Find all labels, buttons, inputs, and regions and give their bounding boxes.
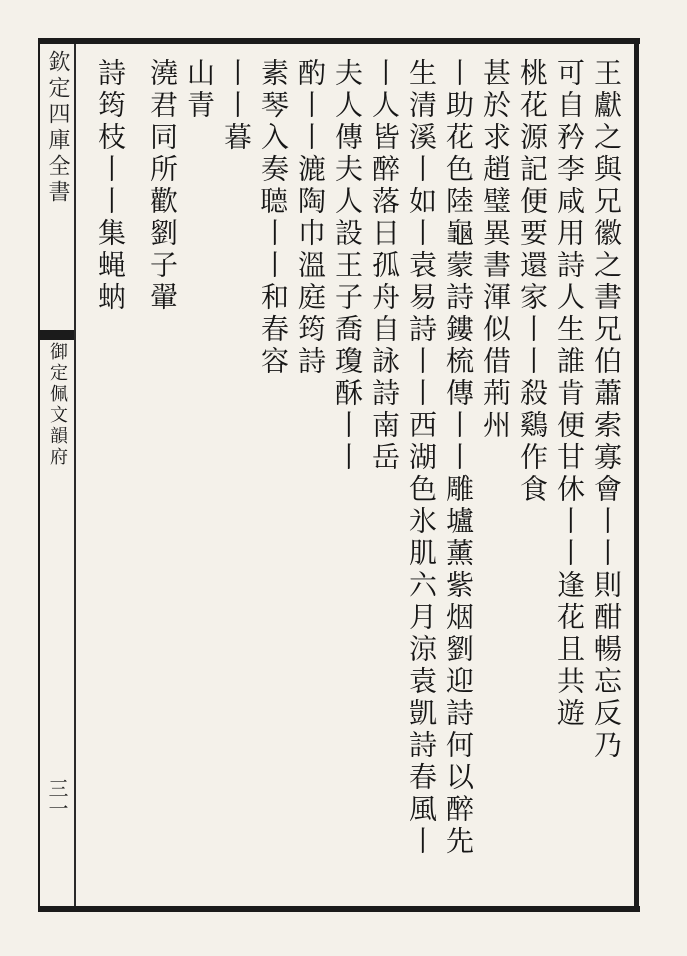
margin-strip: [40, 44, 76, 906]
page-number: 三一: [45, 778, 69, 818]
text-column-11: 丨丨暮: [220, 58, 253, 154]
text-column-12: 山青: [183, 58, 216, 122]
text-column-7: 丨人皆醉落日孤舟自詠詩南岳: [368, 58, 401, 474]
text-column-10: 素琴入奏𦗟丨丨和春容: [257, 58, 290, 378]
text-column-14: 詩筠枝丨丨集蝇蚋: [94, 58, 127, 314]
text-column-6: 生清溪丨如丨袁易詩丨丨西湖色氷肌六月涼袁凱詩春風丨: [405, 58, 438, 858]
text-column-13: 澆君同所歡劉子翬: [146, 58, 179, 314]
text-column-1: 王獻之與兄徽之書兄伯蕭索寡會丨丨則酣暢忘反乃: [590, 58, 623, 762]
text-column-5: 丨助花色陸龜蒙詩鏤梳傳丨丨雕壚薰紫烟劉迎詩何以醉先: [442, 58, 475, 858]
text-column-4: 甚於求趙璧異書渾似借荊州: [479, 58, 512, 442]
margin-header: 欽定四庫全書: [45, 50, 70, 206]
frame-top-border: [40, 38, 640, 44]
fish-tail-mark: [40, 330, 74, 340]
text-column-3: 桃花源記便要還家丨丨殺鷄作食: [516, 58, 549, 506]
margin-book-title: 御定佩文韻府: [47, 342, 68, 468]
frame-right-border: [634, 38, 639, 912]
text-column-8: 夫人傳夫人設王子喬瓊酥丨丨: [331, 58, 364, 474]
text-column-2: 可自矜李咸用詩人生誰肯便甘休丨丨逢花且共遊: [553, 58, 586, 730]
text-column-9: 酌丨丨漉陶巾溫庭筠詩: [294, 58, 327, 378]
frame-bottom-border: [40, 906, 640, 912]
